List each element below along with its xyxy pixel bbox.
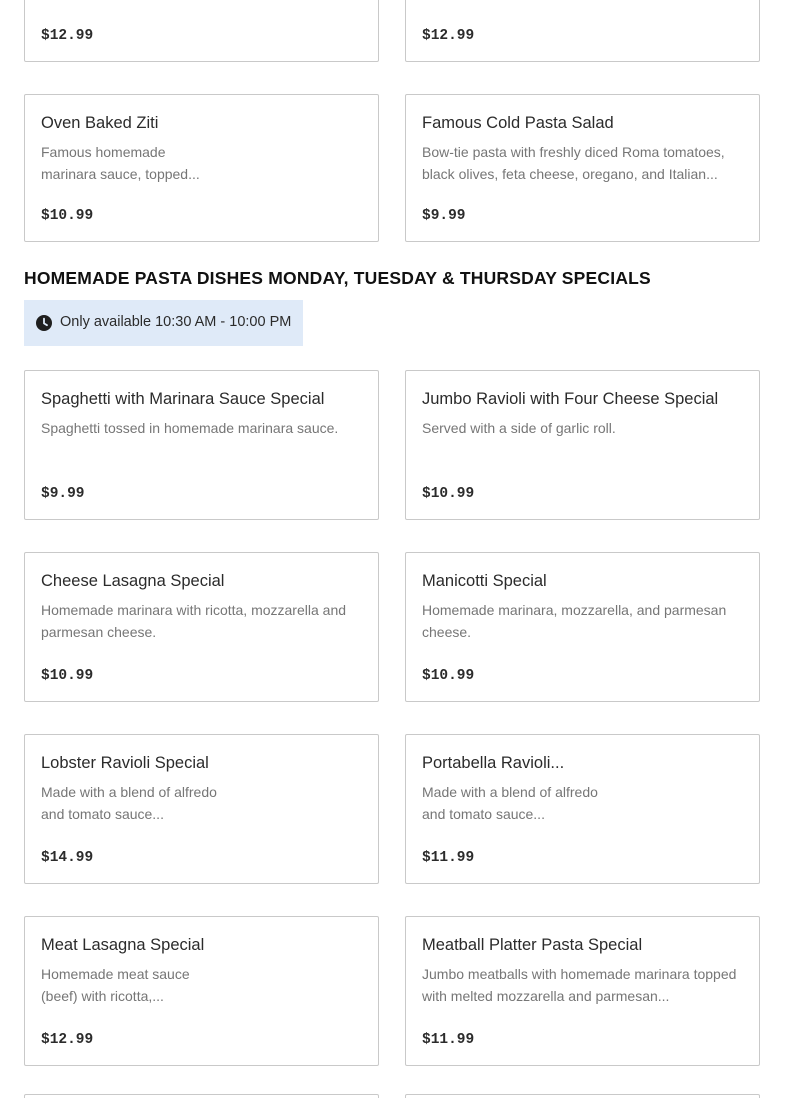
menu-item-title: Meatball Platter Pasta Special xyxy=(422,936,643,954)
menu-item-card[interactable] xyxy=(405,1094,760,1098)
menu-item-price: $10.99 xyxy=(422,486,475,502)
menu-item-price: $9.99 xyxy=(41,486,85,502)
menu-item-title: Meat Lasagna Special xyxy=(41,936,205,954)
menu-item-price: $14.99 xyxy=(41,850,94,866)
menu-item-price: $11.99 xyxy=(422,850,475,866)
menu-item-description: Homemade meat sauce (beef) with ricotta,... xyxy=(41,966,190,1004)
menu-item-price: $11.99 xyxy=(422,1032,475,1048)
menu-item-price: $10.99 xyxy=(41,208,94,224)
menu-item-card[interactable] xyxy=(24,734,379,884)
menu-item-title: Oven Baked Ziti xyxy=(41,114,159,132)
menu-item-description: Made with a blend of alfredo and tomato sauce... xyxy=(422,784,598,822)
menu-item-description: Served with a side of garlic roll. xyxy=(422,420,616,436)
clock-icon xyxy=(36,315,52,331)
menu-item-price: $9.99 xyxy=(422,208,466,224)
menu-item-price: $12.99 xyxy=(422,28,475,44)
menu-item-description: Spaghetti tossed in homemade marinara sauce. xyxy=(41,420,339,436)
menu-item-card[interactable] xyxy=(405,552,760,702)
menu-item-title: Cheese Lasagna Special xyxy=(41,572,225,590)
menu-item-title: Spaghetti with Marinara Sauce Special xyxy=(41,390,325,408)
menu-item-card[interactable] xyxy=(405,916,760,1066)
menu-item-card[interactable] xyxy=(24,1094,379,1098)
menu-item-card[interactable] xyxy=(405,370,760,520)
menu-item-description: Jumbo meatballs with homemade marinara topped with melted mozzarella and parmesan... xyxy=(422,966,737,1004)
menu-item-description: Made with a blend of alfredo and tomato sauce... xyxy=(41,784,217,822)
menu-item-price: $10.99 xyxy=(422,668,475,684)
menu-item-card[interactable] xyxy=(24,0,379,62)
menu-item-card[interactable] xyxy=(24,370,379,520)
menu-item-description: Homemade marinara, mozzarella, and parmesan cheese. xyxy=(422,602,727,640)
availability-text: Only available 10:30 AM - 10:00 PM xyxy=(60,314,292,330)
menu-item-price: $10.99 xyxy=(41,668,94,684)
menu-item-title: Famous Cold Pasta Salad xyxy=(422,114,614,132)
menu-item-card[interactable] xyxy=(405,734,760,884)
menu-item-title: Lobster Ravioli Special xyxy=(41,754,209,772)
menu-item-card[interactable] xyxy=(24,94,379,242)
menu-item-card[interactable] xyxy=(24,552,379,702)
menu-item-card[interactable] xyxy=(24,916,379,1066)
availability-badge xyxy=(24,300,303,346)
menu-item-description: Homemade marinara with ricotta, mozzarella and parmesan cheese. xyxy=(41,602,347,640)
menu-item-description: Famous homemade marinara sauce, topped... xyxy=(41,144,200,182)
menu-item-title: Portabella Ravioli... xyxy=(422,754,565,772)
menu-item-card[interactable] xyxy=(405,94,760,242)
menu-item-title: Manicotti Special xyxy=(422,572,547,590)
section-title: HOMEMADE PASTA DISHES MONDAY, TUESDAY & THURSDAY SPECIALS xyxy=(24,268,651,288)
menu-item-title: Jumbo Ravioli with Four Cheese Special xyxy=(422,390,719,408)
menu-item-price: $12.99 xyxy=(41,28,94,44)
menu-item-price: $12.99 xyxy=(41,1032,94,1048)
menu-item-card[interactable] xyxy=(405,0,760,62)
menu-item-description: Bow-tie pasta with freshly diced Roma tomatoes, black olives, feta cheese, oregano, and Italian... xyxy=(422,144,725,182)
